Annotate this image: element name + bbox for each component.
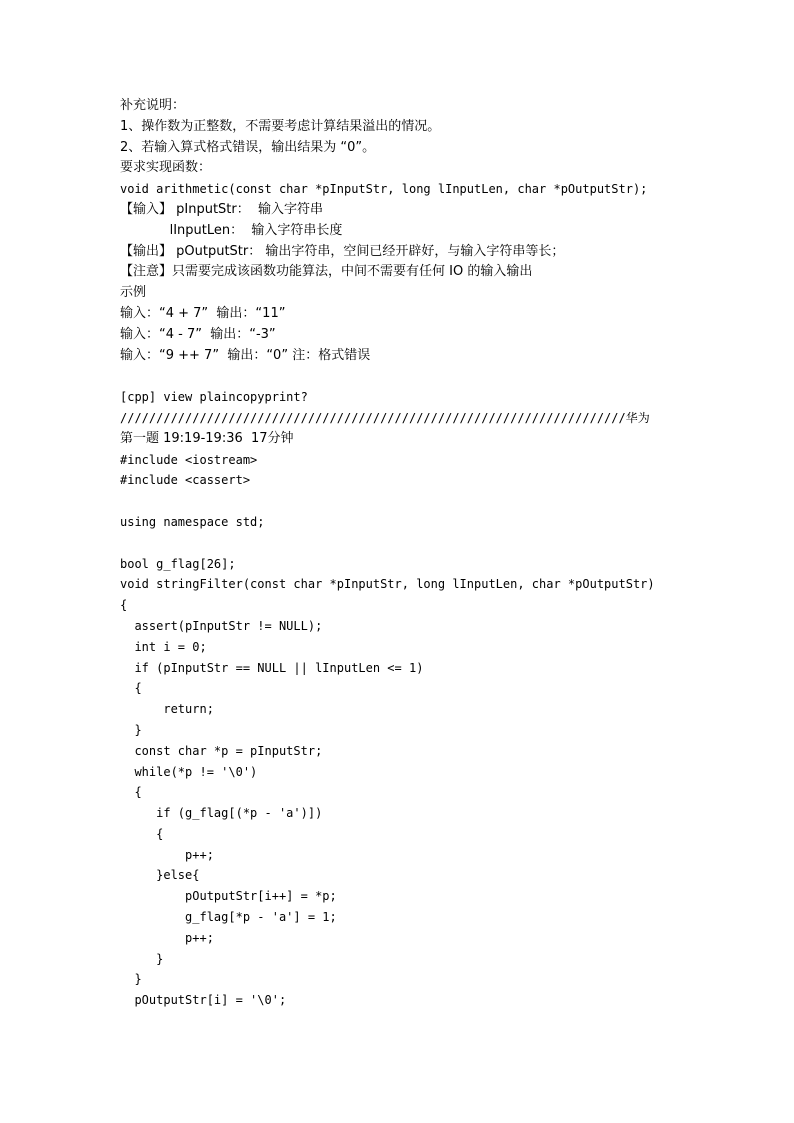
code-line: if (pInputStr == NULL || lInputLen <= 1)	[120, 660, 424, 675]
spacer	[120, 366, 680, 387]
example-3: 输入：“9 ++ 7” 输出：“0” 注：格式错误	[120, 347, 371, 363]
code-line: }	[120, 972, 142, 987]
code-line: bool g_flag[26];	[120, 556, 236, 571]
code-line: assert(pInputStr != NULL);	[120, 618, 323, 633]
code-line: {	[120, 598, 128, 613]
code-line	[120, 491, 680, 512]
attention-note: 【注意】只需要完成该函数功能算法，中间不需要有任何 IO 的输入输出	[120, 264, 533, 280]
input-param-2: lInputLen： 输入字符串长度	[120, 222, 343, 238]
code-line: int i = 0;	[120, 639, 207, 654]
code-line: pOutputStr[i++] = *p;	[120, 889, 337, 904]
code-line: if (g_flag[(*p - 'a')])	[120, 806, 323, 821]
example-title: 示例	[120, 285, 147, 301]
example-1: 输入：“4 + 7” 输出：“11”	[120, 305, 286, 321]
document-content	[120, 96, 680, 1011]
code-line: {	[120, 826, 164, 841]
notes-item-1: 1、操作数为正整数，不需要考虑计算结果溢出的情况。	[120, 118, 441, 134]
code-line: #include <cassert>	[120, 473, 251, 488]
input-param-1: 【输入】 pInputStr： 输入字符串	[120, 201, 324, 217]
code-line: using namespace std;	[120, 514, 265, 529]
code-line: #include <iostream>	[120, 452, 258, 467]
requirement-label: 要求实现函数：	[120, 160, 212, 176]
code-line: pOutputStr[i] = '\0';	[120, 993, 287, 1008]
code-line: g_flag[*p - 'a'] = 1;	[120, 910, 337, 925]
code-comment-title: 第一题 19:19-19:36 17分钟	[120, 430, 294, 446]
code-line: {	[120, 785, 142, 800]
code-line: p++;	[120, 847, 214, 862]
notes-heading: 补充说明：	[120, 98, 186, 113]
code-line: return;	[120, 702, 214, 717]
code-line	[120, 533, 680, 554]
output-param: 【输出】 pOutputStr： 输出字符串，空间已经开辟好，与输入字符串等长；	[120, 243, 565, 259]
code-toolbar: [cpp] view plaincopyprint?	[120, 390, 308, 405]
code-line: }	[120, 951, 164, 966]
notes-item-2: 2、若输入算式格式错误，输出结果为 “0”。	[120, 139, 376, 155]
code-line: void stringFilter(const char *pInputStr, long lInputLen, char *pOutputStr)	[120, 577, 655, 592]
code-line: const char *p = pInputStr;	[120, 743, 323, 758]
code-line: while(*p != '\0')	[120, 764, 258, 779]
code-line: p++;	[120, 930, 214, 945]
code-line: }else{	[120, 868, 200, 883]
code-line: {	[120, 681, 142, 696]
code-comment-slashes: //////////////////////////////////////////////////////////////////////华为	[120, 410, 650, 425]
code-line: }	[120, 722, 142, 737]
example-2: 输入：“4 - 7” 输出：“-3”	[120, 326, 276, 342]
function-signature: void arithmetic(const char *pInputStr, long lInputLen, char *pOutputStr);	[120, 182, 648, 197]
